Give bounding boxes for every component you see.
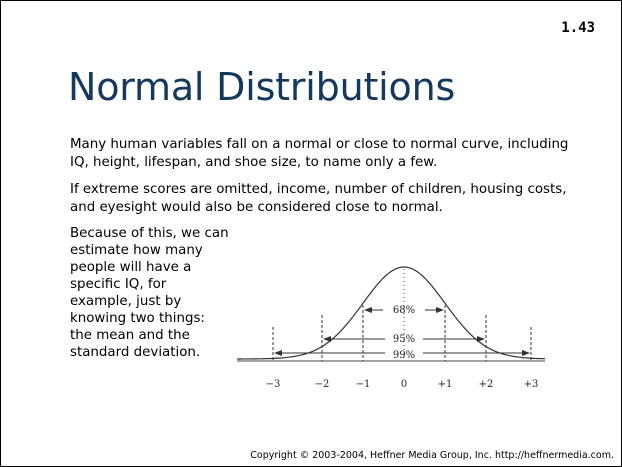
paragraph-normal-variables: Many human variables fall on a normal or close to normal curve, including IQ, height, lifespan, and shoe size, to name only a few. <box>70 137 569 170</box>
paragraph-extreme-scores: If extreme scores are omitted, income, number of children, housing costs, and eyesight would also be considered close to normal. <box>70 182 567 215</box>
range-68-label: 68% <box>392 305 416 316</box>
normal-curve-svg <box>233 227 553 397</box>
range-95-label: 95% <box>392 334 416 345</box>
normal-curve-figure <box>233 227 553 397</box>
axis-label-plus-3: +3 <box>523 379 539 390</box>
axis-label-minus-3: −3 <box>265 379 281 390</box>
axis-label-plus-1: +1 <box>437 379 453 390</box>
slide-number: 1.43 <box>561 20 595 36</box>
paragraph-estimate: Because of this, we can estimate how many people will have a specific IQ, for example, just by knowing two things: the mean and the standard deviation. <box>70 226 229 360</box>
slide-title: Normal Distributions <box>68 65 456 109</box>
axis-label-plus-2: +2 <box>478 379 494 390</box>
axis-label-minus-2: −2 <box>314 379 330 390</box>
bell-curve <box>237 267 545 359</box>
range-99-label: 99% <box>392 350 416 361</box>
copyright-footer: Copyright © 2003-2004, Heffner Media Group, Inc. http://heffnermedia.com. <box>250 450 614 461</box>
axis-label-zero: 0 <box>400 379 408 390</box>
axis-label-minus-1: −1 <box>355 379 371 390</box>
